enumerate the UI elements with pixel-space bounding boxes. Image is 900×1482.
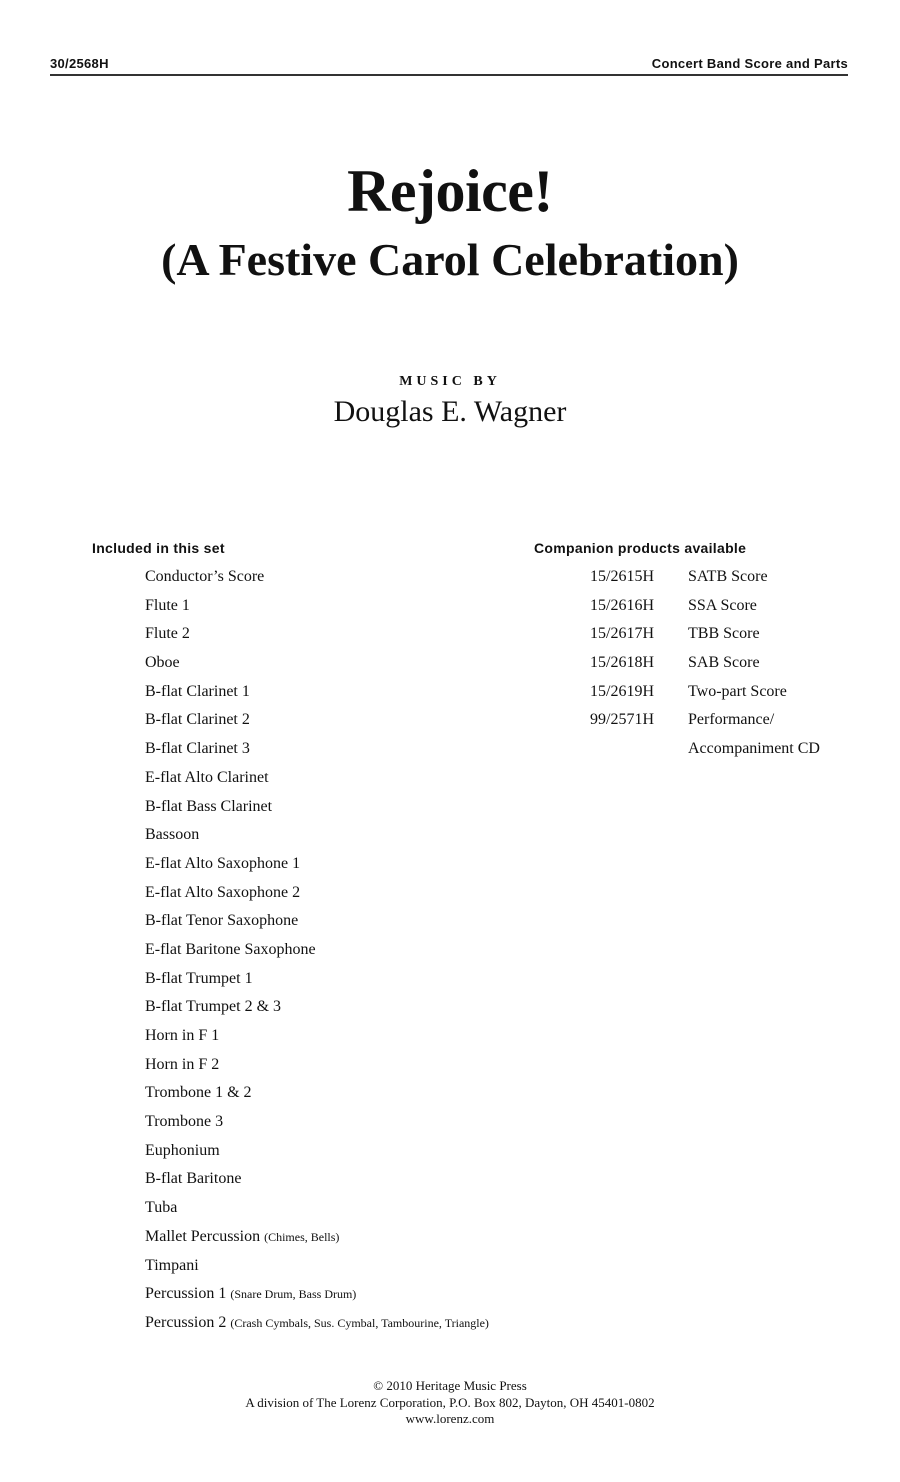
included-item-name: Flute 1 bbox=[145, 596, 190, 614]
product-title: Performance/ bbox=[688, 711, 775, 729]
product-title: Two-part Score bbox=[688, 682, 787, 700]
product-title: Accompaniment CD bbox=[688, 740, 820, 758]
included-item-name: Oboe bbox=[145, 654, 180, 672]
included-item bbox=[145, 766, 489, 795]
included-item-name: B-flat Bass Clarinet bbox=[145, 797, 273, 815]
included-item-name: Euphonium bbox=[145, 1141, 220, 1159]
included-item-name: Horn in F 1 bbox=[145, 1027, 220, 1044]
included-item bbox=[145, 795, 489, 824]
included-item-name: Tuba bbox=[145, 1199, 178, 1217]
included-item-name: Bassoon bbox=[145, 826, 200, 844]
page-subtitle: (A Festive Carol Celebration) bbox=[161, 234, 739, 285]
included-item-note: (Snare Drum, Bass Drum) bbox=[230, 1287, 357, 1302]
included-item-name: B-flat Clarinet 1 bbox=[145, 682, 250, 700]
included-item bbox=[145, 938, 489, 967]
included-item bbox=[145, 680, 489, 709]
included-item-name: B-flat Clarinet 2 bbox=[145, 711, 250, 729]
included-item-name: Mallet Percussion bbox=[145, 1227, 261, 1245]
included-item bbox=[145, 737, 489, 766]
included-item-name: E-flat Baritone Saxophone bbox=[145, 940, 316, 958]
product-title: SAB Score bbox=[688, 654, 760, 672]
product-code: 15/2615H bbox=[590, 568, 654, 585]
included-item bbox=[145, 852, 489, 881]
included-item bbox=[145, 1282, 489, 1311]
included-item bbox=[145, 1254, 489, 1283]
included-item-name: B-flat Trumpet 1 bbox=[145, 969, 253, 987]
publisher-address: A division of The Lorenz Corporation, P.O. Box 802, Dayton, OH 45401-0802 bbox=[245, 1394, 655, 1410]
included-item bbox=[145, 881, 489, 910]
included-item bbox=[145, 594, 489, 623]
included-item bbox=[145, 909, 489, 938]
included-item-name: Conductor’s Score bbox=[145, 568, 265, 585]
header-bar bbox=[50, 54, 848, 76]
included-item bbox=[145, 708, 489, 737]
companion-row bbox=[534, 565, 820, 594]
included-item-note: (Crash Cymbals, Sus. Cymbal, Tambourine, Triangle) bbox=[230, 1315, 489, 1330]
included-item bbox=[145, 1225, 489, 1254]
included-item bbox=[145, 1196, 489, 1225]
included-item bbox=[145, 1081, 489, 1110]
included-item-name: B-flat Clarinet 3 bbox=[145, 740, 250, 758]
included-item-name: B-flat Trumpet 2 & 3 bbox=[145, 998, 282, 1016]
included-item bbox=[145, 565, 489, 594]
companion-heading: Companion products available bbox=[534, 540, 747, 556]
included-item-name: E-flat Alto Saxophone 2 bbox=[145, 883, 301, 901]
product-title: TBB Score bbox=[688, 625, 760, 643]
included-item-name: Percussion 1 bbox=[145, 1285, 227, 1303]
product-code: 99/2571H bbox=[590, 711, 654, 729]
credit-label: MUSIC BY bbox=[399, 374, 501, 389]
product-code: 15/2616H bbox=[590, 596, 654, 614]
product-title: SSA Score bbox=[688, 596, 757, 614]
included-item-name: Trombone 1 & 2 bbox=[145, 1084, 252, 1102]
included-item bbox=[145, 622, 489, 651]
included-item bbox=[145, 1167, 489, 1196]
included-item-name: Flute 2 bbox=[145, 625, 190, 643]
footer bbox=[0, 1378, 900, 1428]
included-item bbox=[145, 967, 489, 996]
companion-row bbox=[534, 708, 820, 737]
companion-row bbox=[534, 622, 820, 651]
included-item bbox=[145, 1311, 489, 1340]
included-item-name: B-flat Tenor Saxophone bbox=[145, 912, 299, 930]
catalog-number: 30/2568H bbox=[50, 56, 109, 71]
product-type: Concert Band Score and Parts bbox=[651, 56, 848, 71]
product-code: 15/2619H bbox=[590, 682, 654, 700]
product-title: SATB Score bbox=[688, 568, 768, 585]
companion-table bbox=[534, 565, 820, 766]
copyright: © 2010 Heritage Music Press bbox=[373, 1378, 527, 1393]
companion-row bbox=[534, 680, 820, 709]
included-item bbox=[145, 1053, 489, 1082]
included-item bbox=[145, 1139, 489, 1168]
included-item-name: Trombone 3 bbox=[145, 1113, 224, 1131]
included-heading: Included in this set bbox=[92, 540, 225, 556]
included-item bbox=[145, 1110, 489, 1139]
companion-row bbox=[534, 594, 820, 623]
page-title: Rejoice! bbox=[347, 158, 553, 224]
included-item-name: E-flat Alto Saxophone 1 bbox=[145, 854, 301, 872]
companion-row bbox=[534, 651, 820, 680]
included-item-name: Percussion 2 bbox=[145, 1313, 227, 1331]
included-list bbox=[145, 565, 489, 1340]
included-item bbox=[145, 995, 489, 1024]
included-item-name: B-flat Baritone bbox=[145, 1170, 242, 1188]
included-item bbox=[145, 823, 489, 852]
product-code: 15/2618H bbox=[590, 654, 654, 672]
included-item-name: E-flat Alto Clarinet bbox=[145, 768, 269, 786]
included-item-note: (Chimes, Bells) bbox=[264, 1229, 340, 1244]
product-code: 15/2617H bbox=[590, 625, 654, 643]
included-item bbox=[145, 1024, 489, 1053]
included-item-name: Timpani bbox=[145, 1256, 199, 1274]
product-code bbox=[534, 737, 688, 766]
included-item-name: Horn in F 2 bbox=[145, 1055, 220, 1073]
included-item bbox=[145, 651, 489, 680]
companion-row bbox=[534, 737, 820, 766]
composer-name: Douglas E. Wagner bbox=[333, 395, 567, 428]
website: www.lorenz.com bbox=[405, 1411, 495, 1426]
